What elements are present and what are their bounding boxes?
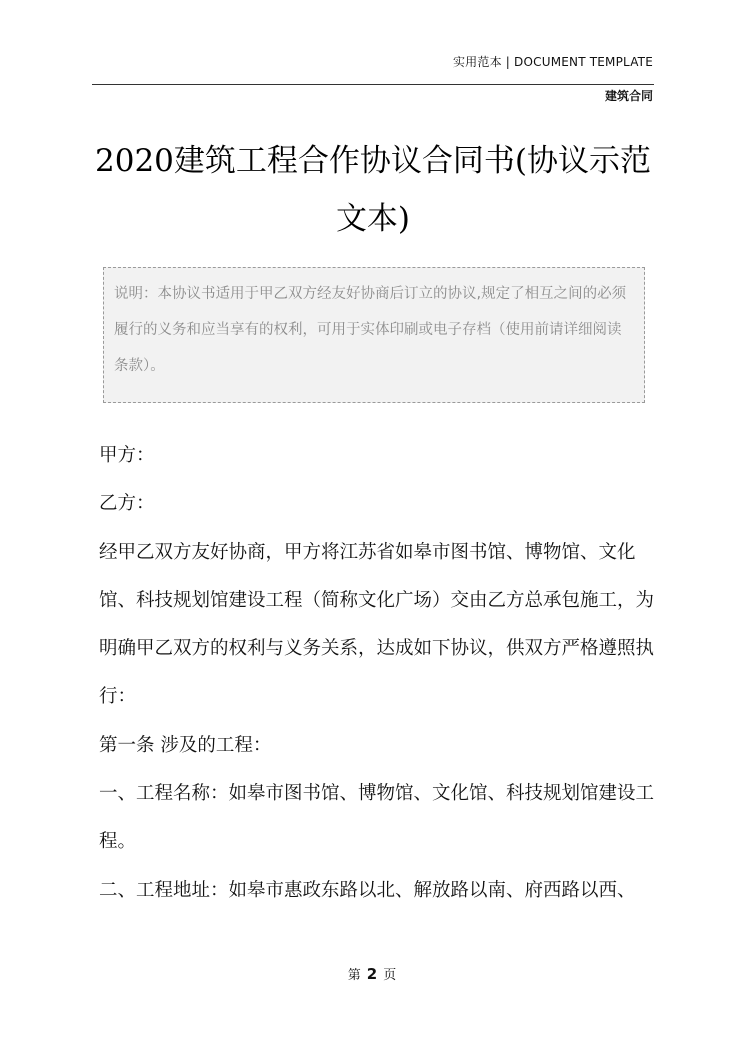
document-body xyxy=(99,432,661,915)
paragraph-project-name: 一、工程名称：如皋市图书馆、博物馆、文化馆、科技规划馆建设工程。 xyxy=(99,783,655,853)
page-prefix: 第 xyxy=(347,968,361,983)
document-title: 2020建筑工程合作协议合同书(协议示范文本) xyxy=(95,143,651,237)
paragraph-preamble: 经甲乙双方友好协商，甲方将江苏省如皋市图书馆、博物馆、文化馆、科技规划馆建设工程（简称文化广场）交由乙方总承包施工，为明确甲乙双方的权利与义务关系，达成如下协议，供双方严格遵照执行： xyxy=(99,541,655,708)
page-suffix: 页 xyxy=(383,968,397,983)
paragraph-project-address: 二、工程地址：如皋市惠政东路以北、解放路以南、府西路以西、 xyxy=(99,879,636,901)
header-category-label: 建筑合同 xyxy=(604,89,653,103)
header-template-label: 实用范本 | DOCUMENT TEMPLATE xyxy=(452,55,653,69)
page-footer xyxy=(0,964,744,983)
paragraph-party-b: 乙方： xyxy=(99,493,155,515)
header-divider xyxy=(92,84,654,85)
paragraph-article-1-heading: 第一条 涉及的工程： xyxy=(99,734,272,756)
note-box: 说明：本协议书适用于甲乙双方经友好协商后订立的协议,规定了相互之间的必须履行的义务和应当享有的权利，可用于实体印刷或电子存档（使用前请详细阅读条款）。 xyxy=(103,267,645,403)
page-number: 2 xyxy=(366,965,378,983)
paragraph-party-a: 甲方： xyxy=(99,445,155,466)
